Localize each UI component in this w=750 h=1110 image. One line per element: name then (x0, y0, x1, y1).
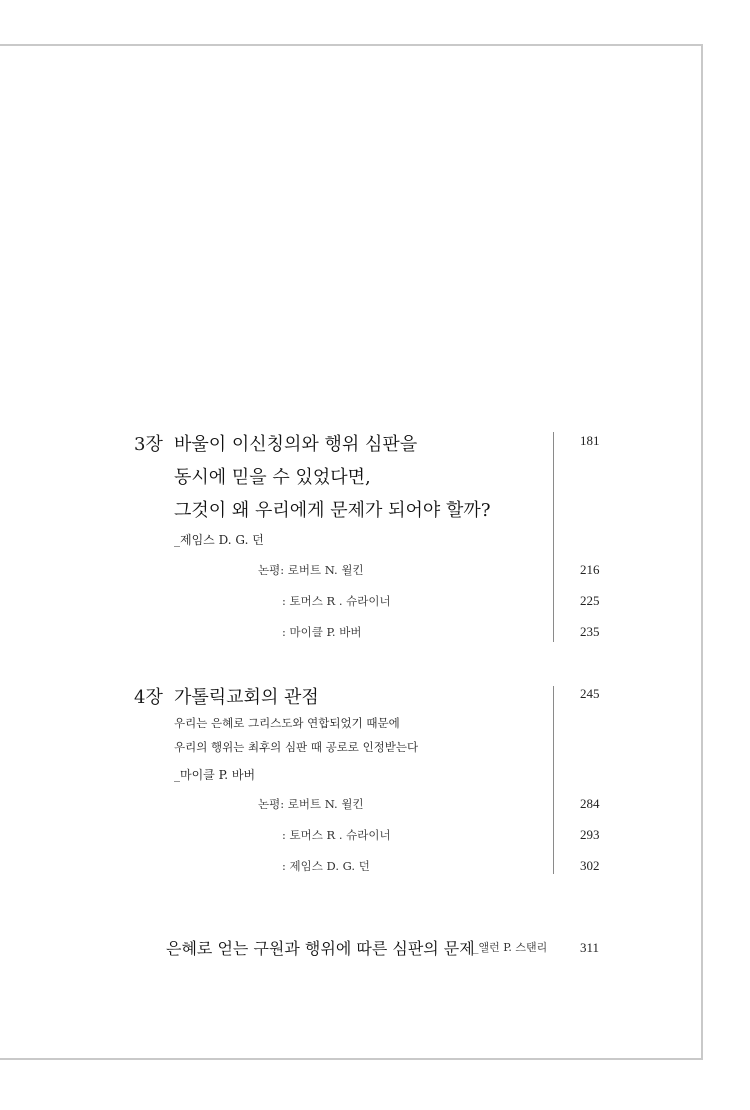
chapter-3-review-3: : 마이클 P. 바버 (282, 625, 362, 639)
chapter-4-subtitle-line-2: 우리의 행위는 최후의 심판 때 공로로 인정받는다 (174, 740, 419, 754)
chapter-4-review-1: 논평: 로버트 N. 윌킨 (258, 797, 364, 811)
chapter-4-review-3-page: 302 (580, 858, 600, 873)
chapter-4-page: 245 (580, 686, 600, 701)
chapter-3-title-line-2: 동시에 믿을 수 있었다면, (174, 467, 371, 488)
chapter-4-review-2: : 토머스 R . 슈라이너 (282, 828, 391, 842)
chapter-3-review-1: 논평: 로버트 N. 윌킨 (258, 563, 364, 577)
chapter-4-author: _마이클 P. 바버 (174, 768, 256, 782)
chapter-3-author: _제임스 D. G. 던 (174, 533, 264, 547)
chapter-4-review-3: : 제임스 D. G. 던 (282, 859, 370, 873)
chapter-4-divider (553, 686, 554, 874)
chapter-4-review-2-page: 293 (580, 827, 600, 842)
page-border (0, 44, 703, 1060)
chapter-3-review-2-page: 225 (580, 593, 600, 608)
chapter-4-title: 가톨릭교회의 관점 (174, 687, 319, 708)
conclusion-title: 은혜로 얻는 구원과 행위에 따른 심판의 문제 (166, 939, 475, 958)
chapter-3-divider (553, 432, 554, 642)
chapter-3-page: 181 (580, 433, 600, 448)
chapter-3-title-line-1: 바울이 이신칭의와 행위 심판을 (174, 434, 418, 455)
conclusion-page: 311 (580, 940, 600, 955)
chapter-4-subtitle-line-1: 우리는 은혜로 그리스도와 연합되었기 때문에 (174, 716, 400, 730)
chapter-3-number: 3장 (134, 434, 163, 455)
chapter-3-review-3-page: 235 (580, 624, 600, 639)
chapter-4-number: 4장 (134, 687, 163, 708)
chapter-4-review-1-page: 284 (580, 796, 600, 811)
chapter-3-review-1-page: 216 (580, 562, 600, 577)
conclusion-author: _앨런 P. 스탠리 (473, 941, 548, 954)
chapter-3-review-2: : 토머스 R . 슈라이너 (282, 594, 391, 608)
chapter-3-title-line-3: 그것이 왜 우리에게 문제가 되어야 할까? (174, 500, 491, 521)
